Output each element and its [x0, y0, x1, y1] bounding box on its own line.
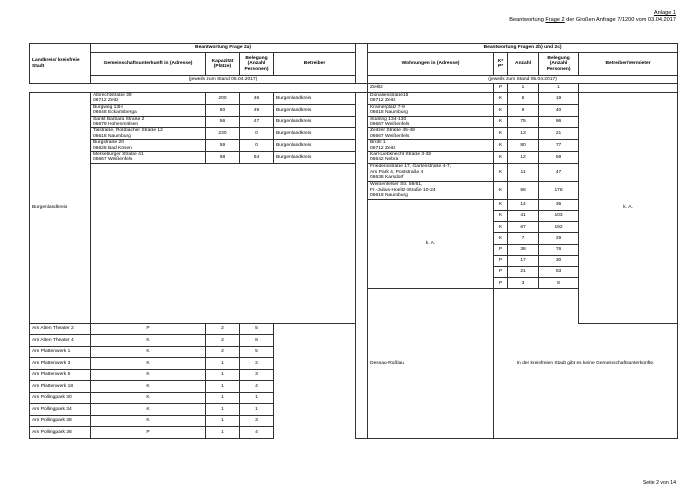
kp-cell: K — [91, 369, 206, 381]
betreiber-cell: Burgenlandkreis — [274, 93, 356, 105]
belegung-cell: 96 — [539, 116, 579, 128]
spacer-row — [30, 84, 368, 93]
wohnung-address — [368, 181, 494, 199]
anzahl-cell: 41 — [508, 211, 539, 222]
belegung-cell: 29 — [539, 233, 579, 244]
header-belegung-wohn: Belegung (Anzahl Personen) — [539, 53, 579, 76]
address-line: 06712 Zeitz — [370, 145, 396, 151]
anzahl-cell: 7 — [508, 233, 539, 244]
belegung-cell: 2 — [240, 358, 274, 370]
belegung-cell: 8 — [539, 278, 579, 289]
gu-address — [91, 152, 206, 164]
anzahl-cell: 1 — [508, 84, 539, 93]
wohnung-address — [368, 163, 494, 181]
address-line: Brühl 1 — [370, 140, 386, 146]
kp-cell: K — [494, 163, 508, 181]
kp-cell: P — [91, 323, 206, 335]
address-line: 06638 Karsdorf — [370, 175, 404, 181]
belegung-cell: 5 — [240, 346, 274, 358]
betreiber-cell: Burgenlandkreis — [274, 152, 356, 164]
address-line: Albrechtstraße 39 — [93, 93, 132, 98]
table-row — [30, 93, 678, 105]
kp-cell: K — [91, 346, 206, 358]
address-line: 06618 Naumburg — [370, 193, 408, 199]
belegung-cell: 5 — [240, 323, 274, 335]
anzahl-cell: 75 — [508, 116, 539, 128]
belegung-cell: 0 — [240, 140, 274, 152]
header-kapazitaet: Kapazität (Plätze) — [206, 53, 240, 76]
anzahl-cell: 21 — [508, 267, 539, 278]
belegung-cell: 47 — [539, 163, 579, 181]
wohnung-address: Am Pollingpark 38 — [30, 427, 91, 439]
betreiber-cell — [579, 84, 678, 93]
belegung-cell: 77 — [539, 140, 579, 152]
betreiber-ka: k. A. — [579, 93, 678, 324]
belegung-cell: 59 — [539, 152, 579, 164]
address-line: Am Park 4, Poststraße 4 — [370, 169, 424, 175]
belegung-cell: 1 — [539, 84, 579, 93]
wohnung-address — [368, 116, 494, 128]
belegung-cell: 192 — [539, 222, 579, 233]
address-line: 06667 Weißenfels — [370, 122, 410, 128]
wohnung-zielitz: Zielitz — [368, 84, 494, 93]
belegung-cell: 21 — [539, 128, 579, 140]
wohnung-address: Am Pollingpark 30 — [30, 392, 91, 404]
stand-note-wohn: (jeweils zum Stand 05.04.2017) — [368, 76, 678, 84]
anzahl-cell: 80 — [508, 140, 539, 152]
betreiber-cell: Burgenlandkreis — [274, 116, 356, 128]
anzahl-cell: 1 — [206, 392, 240, 404]
anzahl-cell: 17 — [508, 255, 539, 266]
address-line: Burgstraße 20 — [93, 140, 124, 146]
belegung-cell: 1 — [240, 392, 274, 404]
gu-address — [91, 128, 206, 140]
attachment-label: Anlage 1 — [653, 10, 676, 16]
address-line: 06667 Weißenfels — [93, 157, 133, 163]
anzahl-cell: 3 — [508, 278, 539, 289]
wohnung-address: Am Plattenwerk 3 — [30, 358, 91, 370]
anzahl-cell: 38 — [508, 244, 539, 255]
kp-cell: K — [494, 222, 508, 233]
anzahl-cell: 14 — [508, 199, 539, 210]
page-number: Seite 2 von 14 — [642, 480, 676, 486]
anzahl-cell: 12 — [508, 152, 539, 164]
anzahl-cell: 58 — [508, 181, 539, 199]
belegung-cell: 46 — [240, 93, 274, 105]
belegung-cell: 36 — [539, 199, 579, 210]
kp-cell: K — [494, 116, 508, 128]
address-line: 06648 Eckartsberga — [93, 110, 137, 116]
kapazitaet-cell: 200 — [206, 93, 240, 105]
address-line: Südring 134-130 — [370, 116, 407, 122]
kp-cell: K — [494, 199, 508, 210]
wohnung-address — [368, 152, 494, 164]
address-line: Karl-Liebknecht Straße 3-3b — [370, 152, 432, 158]
anzahl-cell: 1 — [206, 404, 240, 416]
wohnung-address — [368, 93, 494, 105]
address-line: Merseburger Straße 41 — [93, 152, 144, 158]
kapazitaet-cell: 60 — [206, 104, 240, 116]
anzahl-cell: 2 — [206, 346, 240, 358]
wohnung-ka: k. A. — [368, 199, 494, 289]
belegung-cell: 0 — [240, 128, 274, 140]
subtitle-prefix: Beantwortung — [509, 17, 546, 23]
address-line: Talstraße, Roßbacher Straße 12 — [93, 128, 163, 134]
address-line: 06712 Zeitz — [93, 98, 119, 104]
belegung-cell: 3 — [240, 415, 274, 427]
belegung-cell: 40 — [539, 104, 579, 116]
wohnung-address — [368, 128, 494, 140]
belegung-cell: 76 — [539, 244, 579, 255]
wohnung-address: Am Alten Theater 4 — [30, 335, 91, 347]
landkreis-dessau: Dessau-Roßlau — [368, 289, 494, 438]
belegung-cell: 3 — [240, 369, 274, 381]
kp-cell: K — [91, 358, 206, 370]
header-frage2bc: Beantwortung Fragen 2b) und 2c) — [368, 44, 678, 53]
kapazitaet-cell: 230 — [206, 128, 240, 140]
address-line: 06642 Nebra — [370, 157, 399, 163]
header-landkreis: Landkreis/ kreisfreie Stadt — [30, 44, 91, 84]
kp-cell: K — [91, 381, 206, 393]
wohnung-address — [368, 140, 494, 152]
belegung-cell: 4 — [240, 427, 274, 439]
betreiber-cell: Burgenlandkreis — [274, 140, 356, 152]
kapazitaet-cell: 59 — [206, 140, 240, 152]
anzahl-cell: 1 — [206, 358, 240, 370]
betreiber-cell: Burgenlandkreis — [274, 128, 356, 140]
belegung-cell: 103 — [539, 211, 579, 222]
belegung-cell: 4 — [240, 381, 274, 393]
address-line: 06712 Zeitz — [370, 98, 396, 104]
kp-cell: K — [494, 181, 508, 199]
belegung-cell: 178 — [539, 181, 579, 199]
kp-cell: K — [91, 415, 206, 427]
address-line: 06618 Naumburg — [370, 110, 408, 116]
anzahl-cell: 2 — [206, 323, 240, 335]
address-line: Kramerplatz 7-9 — [370, 104, 405, 110]
anzahl-cell: 13 — [508, 128, 539, 140]
address-line: 06667 Weißenfels — [370, 133, 410, 139]
kp-cell: K — [494, 93, 508, 105]
spacer-col — [356, 93, 368, 439]
kp-cell: K — [91, 335, 206, 347]
gu-address — [91, 93, 206, 105]
address-line: 06618 Naumburg — [93, 133, 131, 139]
address-line: Zeitzer Straße 45-49 — [370, 128, 415, 134]
belegung-cell: 19 — [539, 93, 579, 105]
asylum-housing-table — [29, 43, 678, 439]
anzahl-cell: 9 — [508, 104, 539, 116]
gu-address — [91, 140, 206, 152]
belegung-cell: 47 — [240, 116, 274, 128]
kp-cell: K — [494, 211, 508, 222]
wohnung-address: Am Plattenwerk 18 — [30, 381, 91, 393]
stand-note-gu: (jeweils zum Stand 05.04.2017) — [91, 76, 356, 84]
header-kp: K* P* — [494, 53, 508, 76]
kp-cell: K — [494, 152, 508, 164]
kp-cell: P — [494, 84, 508, 93]
kapazitaet-cell: 56 — [206, 116, 240, 128]
anzahl-cell: 67 — [508, 222, 539, 233]
wohnung-address: Am Pollingpark 34 — [30, 404, 91, 416]
anzahl-cell: 1 — [206, 369, 240, 381]
address-line: Sankt Barbara Straße 2 — [93, 116, 145, 122]
belegung-cell: 53 — [539, 267, 579, 278]
kp-cell: P — [494, 278, 508, 289]
belegung-cell: 30 — [539, 255, 579, 266]
kp-cell: K — [494, 233, 508, 244]
belegung-cell: 8 — [240, 335, 274, 347]
address-line: Fr.-Julius-Hoeltz-Straße 10-24 — [370, 187, 436, 193]
anzahl-cell: 11 — [508, 163, 539, 181]
header-belegung-gu: Belegung (Anzahl Personen) — [240, 53, 274, 76]
header-anzahl: Anzahl — [508, 53, 539, 76]
betreiber-cell: Burgenlandkreis — [274, 104, 356, 116]
kp-cell: K — [494, 140, 508, 152]
header-frage2a: Beantwortung Frage 2a) — [91, 44, 356, 53]
gu-address — [91, 104, 206, 116]
header-betreiber: Betreiber — [274, 53, 356, 76]
address-line: 06628 Bad Kösen — [93, 145, 132, 151]
frage-link[interactable]: Frage 2 — [545, 17, 565, 23]
header-gu: Gemeinschaftsunterkunft in (Adresse) — [91, 53, 206, 76]
kp-cell: P — [494, 267, 508, 278]
gu-address — [91, 116, 206, 128]
wohnung-address — [368, 104, 494, 116]
kp-cell: K — [494, 128, 508, 140]
kp-cell: P — [494, 244, 508, 255]
kapazitaet-cell: 68 — [206, 152, 240, 164]
header-wohnungen: Wohnungen in (Adresse) — [368, 53, 494, 76]
landkreis-burgenland: Burgenlandkreis — [30, 93, 91, 324]
address-line: Donaliesstraße15 — [370, 93, 409, 98]
kp-cell: K — [91, 404, 206, 416]
address-line: Burgweg 13H — [93, 104, 123, 110]
address-line: Weißenfelser Str. 59/61, — [370, 182, 423, 188]
belegung-cell: 49 — [240, 104, 274, 116]
anzahl-cell: 1 — [206, 427, 240, 439]
anzahl-cell: 1 — [206, 415, 240, 427]
belegung-cell: 1 — [240, 404, 274, 416]
kp-cell: K — [494, 104, 508, 116]
belegung-cell: 54 — [240, 152, 274, 164]
address-line: 06679 Hohenmölsen — [93, 122, 139, 128]
address-line: Friedensstraße 17, Gartenstraße 4-7, — [370, 164, 452, 170]
wohnung-address: Am Plattenwerk 5 — [30, 369, 91, 381]
kp-cell: P — [91, 427, 206, 439]
anzahl-cell: 1 — [206, 381, 240, 393]
kp-cell: K — [91, 392, 206, 404]
kp-cell: P — [494, 255, 508, 266]
anzahl-cell: 5 — [508, 93, 539, 105]
no-gu-note: In der kreisfreien Stadt gibt es keine Gemeinschaftsunterkünfte. — [494, 289, 678, 438]
wohnung-address: Am Alten Theater 2 — [30, 323, 91, 335]
header-betreiber-vermieter: Betreiber/Vermieter — [579, 53, 678, 76]
document-subtitle — [509, 17, 676, 23]
wohnung-address: Am Plattenwerk 1 — [30, 346, 91, 358]
wohnung-address: Am Pollingpark 38 — [30, 415, 91, 427]
spacer-col — [356, 44, 368, 84]
subtitle-suffix: der Großen Anfrage 7/1200 vom 03.04.2017 — [564, 17, 676, 23]
anzahl-cell: 2 — [206, 335, 240, 347]
gu-empty — [91, 163, 356, 323]
